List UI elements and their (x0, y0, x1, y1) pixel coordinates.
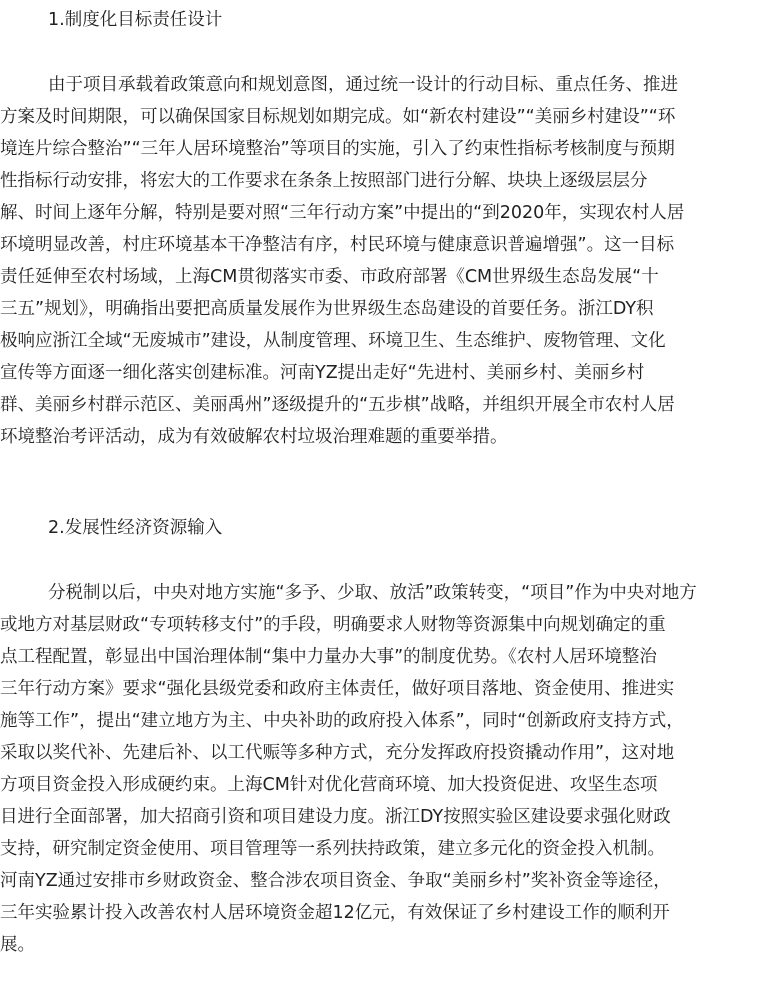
paragraph-1-line: 环境明显改善，村庄环境基本干净整洁有序，村民环境与健康意识普遍增强”。这一目标 (0, 235, 675, 255)
paragraph-1-line: 境连片综合整治”“三年人居环境整治”等项目的实施，引入了约束性指标考核制度与预期 (0, 139, 675, 159)
paragraph-1-line: 三五”规划》，明确指出要把高质量发展作为世界级生态岛建设的首要任务。浙江DY积 (0, 299, 654, 319)
paragraph-2-line: 采取以奖代补、先建后补、以工代赈等多种方式，充分发挥政府投资撬动作用”，这对地 (0, 743, 675, 763)
paragraph-2-line: 点工程配置，彰显出中国治理体制“集中力量办大事”的制度优势。《农村人居环境整治 (0, 647, 657, 667)
paragraph-1-line: 环境整治考评活动，成为有效破解农村垃圾治理难题的重要举措。 (0, 427, 508, 447)
section-heading-1: 1.制度化目标责任设计 (48, 10, 223, 30)
paragraph-2-line: 支持，研究制定资金使用、项目管理等一系列扶持政策，建立多元化的资金投入机制。 (0, 839, 665, 859)
paragraph-1-line: 宣传等方面逐一细化落实创建标准。河南YZ提出走好“先进村、美丽乡村、美丽乡村 (0, 363, 645, 383)
paragraph-2-line: 三年实验累计投入改善农村人居环境资金超12亿元，有效保证了乡村建设工作的顺利开 (0, 903, 670, 923)
paragraph-2-line: 河南YZ通过安排市乡财政资金、整合涉农项目资金、争取“美丽乡村”奖补资金等途径， (0, 871, 671, 891)
paragraph-1-line: 方案及时间期限，可以确保国家目标规划如期完成。如“新农村建设”“美丽乡村建设”“环 (0, 107, 676, 127)
paragraph-2-line: 三年行动方案》要求“强化县级党委和政府主体责任，做好项目落地、资金使用、推进实 (0, 679, 675, 699)
paragraph-2-line: 展。 (0, 935, 35, 955)
paragraph-1-line: 责任延伸至农村场域，上海CM贯彻落实市委、市政府部署《CM世界级生态岛发展“十 (0, 267, 659, 287)
paragraph-1-line: 极响应浙江全域“无废城市”建设，从制度管理、环境卫生、生态维护、废物管理、文化 (0, 331, 666, 351)
paragraph-1-line: 解、时间上逐年分解，特别是要对照“三年行动方案”中提出的“到2020年，实现农村人居 (0, 203, 685, 223)
paragraph-2-line: 分税制以后，中央对地方实施“多予、少取、放活”政策转变，“项目”作为中央对地方 (48, 583, 697, 603)
paragraph-2-line: 方项目资金投入形成硬约束。上海CM针对优化营商环境、加大投资促进、攻坚生态项 (0, 775, 658, 795)
section-heading-2: 2.发展性经济资源输入 (48, 518, 223, 538)
paragraph-1-line: 由于项目承载着政策意向和规划意图，通过统一设计的行动目标、重点任务、推进 (48, 75, 678, 95)
paragraph-1-line: 性指标行动安排，将宏大的工作要求在条条上按照部门进行分解、块块上逐级层层分 (0, 171, 648, 191)
paragraph-2-line: 或地方对基层财政“专项转移支付”的手段，明确要求人财物等资源集中向规划确定的重 (0, 615, 666, 635)
paragraph-2-line: 施等工作”，提出“建立地方为主、中央补助的政府投入体系”，同时“创新政府支持方式， (0, 711, 684, 731)
paragraph-2-line: 目进行全面部署，加大招商引资和项目建设力度。浙江DY按照实验区建设要求强化财政 (0, 807, 671, 827)
paragraph-1-line: 群、美丽乡村群示范区、美丽禹州”逐级提升的“五步棋”战略，并组织开展全市农村人居 (0, 395, 675, 415)
